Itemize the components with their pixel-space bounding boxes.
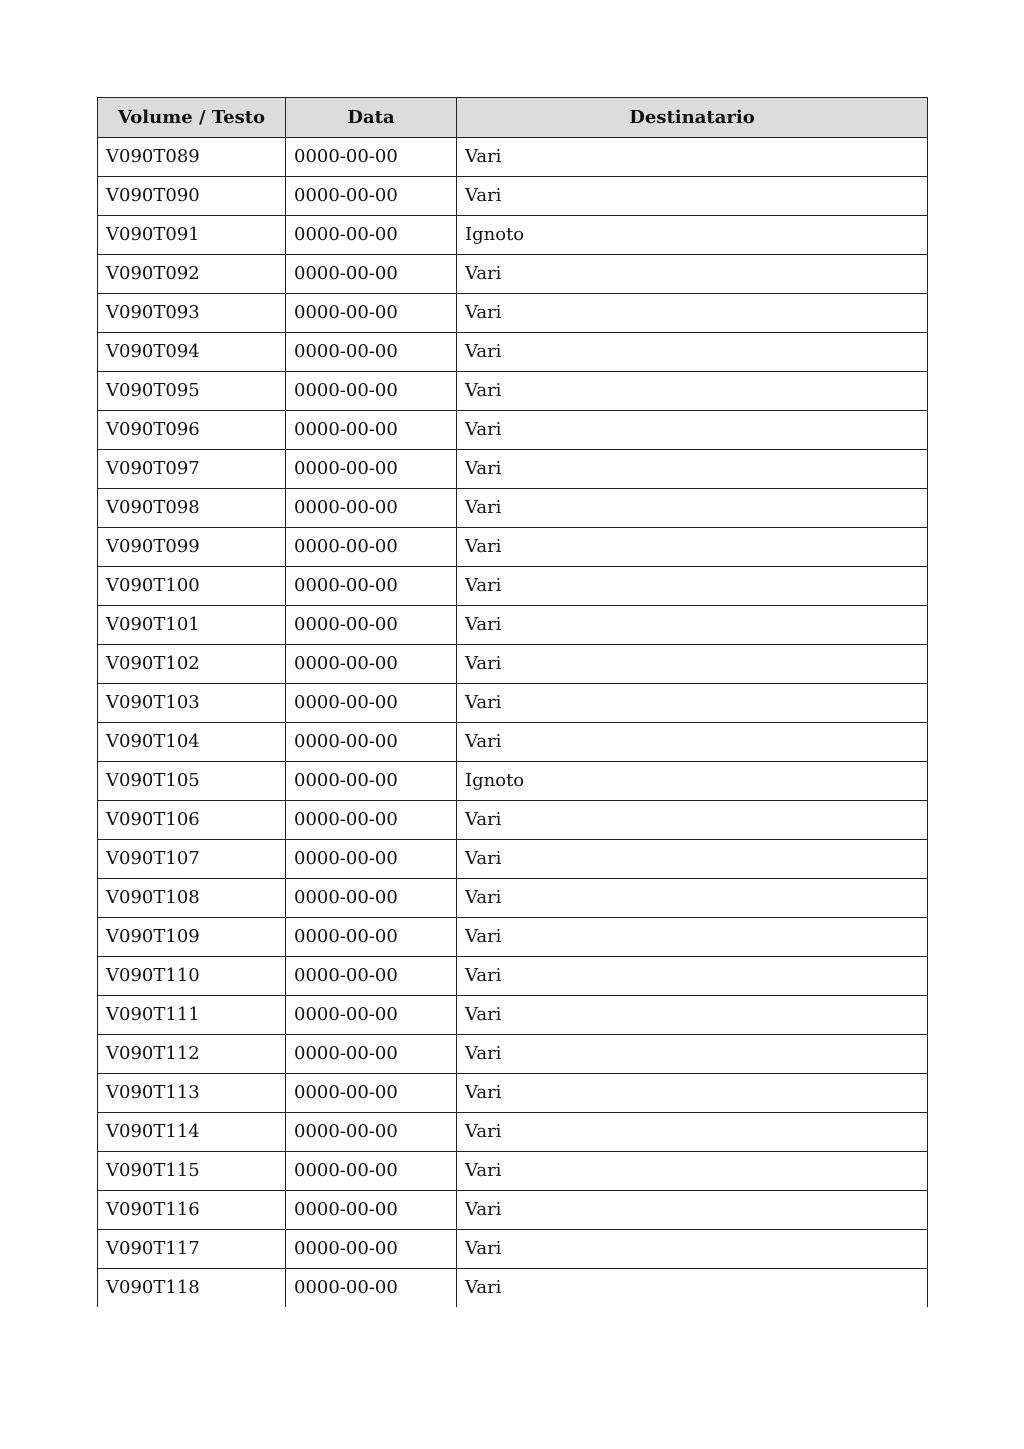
cell-data: 0000-00-00 [286, 1152, 457, 1191]
cell-destinatario: Vari [457, 996, 928, 1035]
cell-destinatario: Ignoto [457, 762, 928, 801]
cell-volume-testo: V090T101 [98, 606, 286, 645]
table-row [98, 411, 928, 450]
cell-volume-testo: V090T115 [98, 1152, 286, 1191]
cell-volume-testo: V090T096 [98, 411, 286, 450]
table-row [98, 1113, 928, 1152]
cell-destinatario: Vari [457, 1230, 928, 1269]
cell-volume-testo: V090T090 [98, 177, 286, 216]
cell-volume-testo: V090T094 [98, 333, 286, 372]
cell-volume-testo: V090T110 [98, 957, 286, 996]
cell-volume-testo: V090T118 [98, 1269, 286, 1308]
cell-data: 0000-00-00 [286, 138, 457, 177]
table-row [98, 177, 928, 216]
table-row [98, 255, 928, 294]
cell-destinatario: Vari [457, 1035, 928, 1074]
cell-data: 0000-00-00 [286, 567, 457, 606]
table-row [98, 528, 928, 567]
table-row [98, 645, 928, 684]
table-body [98, 138, 928, 1308]
cell-data: 0000-00-00 [286, 1191, 457, 1230]
cell-destinatario: Vari [457, 255, 928, 294]
table-row [98, 1230, 928, 1269]
cell-data: 0000-00-00 [286, 255, 457, 294]
cell-destinatario: Vari [457, 333, 928, 372]
cell-destinatario: Vari [457, 528, 928, 567]
table-row [98, 1035, 928, 1074]
cell-destinatario: Vari [457, 723, 928, 762]
table-row [98, 216, 928, 255]
cell-volume-testo: V090T117 [98, 1230, 286, 1269]
cell-data: 0000-00-00 [286, 1074, 457, 1113]
cell-destinatario: Vari [457, 294, 928, 333]
cell-data: 0000-00-00 [286, 528, 457, 567]
cell-destinatario: Vari [457, 606, 928, 645]
table-row [98, 840, 928, 879]
table-row [98, 294, 928, 333]
cell-destinatario: Vari [457, 1113, 928, 1152]
cell-destinatario: Vari [457, 138, 928, 177]
table-row [98, 996, 928, 1035]
cell-data: 0000-00-00 [286, 372, 457, 411]
table-row [98, 684, 928, 723]
cell-volume-testo: V090T111 [98, 996, 286, 1035]
cell-data: 0000-00-00 [286, 294, 457, 333]
cell-volume-testo: V090T109 [98, 918, 286, 957]
cell-volume-testo: V090T102 [98, 645, 286, 684]
cell-data: 0000-00-00 [286, 879, 457, 918]
cell-data: 0000-00-00 [286, 801, 457, 840]
table-row [98, 723, 928, 762]
table-row [98, 1191, 928, 1230]
table-row [98, 489, 928, 528]
table-row [98, 138, 928, 177]
cell-destinatario: Vari [457, 1074, 928, 1113]
table-row [98, 372, 928, 411]
cell-data: 0000-00-00 [286, 333, 457, 372]
table-row [98, 957, 928, 996]
cell-volume-testo: V090T099 [98, 528, 286, 567]
table-row [98, 879, 928, 918]
table-row [98, 567, 928, 606]
table-row [98, 801, 928, 840]
cell-data: 0000-00-00 [286, 489, 457, 528]
cell-destinatario: Vari [457, 645, 928, 684]
table-row [98, 1269, 928, 1308]
cell-data: 0000-00-00 [286, 645, 457, 684]
cell-volume-testo: V090T105 [98, 762, 286, 801]
cell-destinatario: Ignoto [457, 216, 928, 255]
cell-data: 0000-00-00 [286, 918, 457, 957]
cell-volume-testo: V090T114 [98, 1113, 286, 1152]
cell-data: 0000-00-00 [286, 1113, 457, 1152]
cell-volume-testo: V090T092 [98, 255, 286, 294]
cell-destinatario: Vari [457, 957, 928, 996]
cell-volume-testo: V090T103 [98, 684, 286, 723]
cell-volume-testo: V090T093 [98, 294, 286, 333]
cell-data: 0000-00-00 [286, 177, 457, 216]
cell-volume-testo: V090T106 [98, 801, 286, 840]
cell-volume-testo: V090T113 [98, 1074, 286, 1113]
cell-volume-testo: V090T108 [98, 879, 286, 918]
table-row [98, 918, 928, 957]
cell-destinatario: Vari [457, 372, 928, 411]
cell-data: 0000-00-00 [286, 684, 457, 723]
cell-volume-testo: V090T116 [98, 1191, 286, 1230]
cell-destinatario: Vari [457, 879, 928, 918]
table-header [98, 98, 928, 138]
cell-destinatario: Vari [457, 1269, 928, 1308]
cell-destinatario: Vari [457, 840, 928, 879]
header-destinatario: Destinatario [457, 98, 928, 138]
cell-data: 0000-00-00 [286, 216, 457, 255]
records-table [97, 97, 928, 1307]
cell-data: 0000-00-00 [286, 450, 457, 489]
cell-destinatario: Vari [457, 489, 928, 528]
table-row [98, 450, 928, 489]
cell-data: 0000-00-00 [286, 957, 457, 996]
cell-volume-testo: V090T112 [98, 1035, 286, 1074]
cell-volume-testo: V090T097 [98, 450, 286, 489]
cell-destinatario: Vari [457, 567, 928, 606]
cell-volume-testo: V090T091 [98, 216, 286, 255]
cell-destinatario: Vari [457, 1152, 928, 1191]
table-row [98, 333, 928, 372]
cell-volume-testo: V090T100 [98, 567, 286, 606]
cell-destinatario: Vari [457, 684, 928, 723]
table-row [98, 1152, 928, 1191]
cell-destinatario: Vari [457, 918, 928, 957]
cell-destinatario: Vari [457, 1191, 928, 1230]
cell-volume-testo: V090T107 [98, 840, 286, 879]
header-row [98, 98, 928, 138]
cell-data: 0000-00-00 [286, 411, 457, 450]
cell-data: 0000-00-00 [286, 762, 457, 801]
cell-data: 0000-00-00 [286, 723, 457, 762]
cell-volume-testo: V090T098 [98, 489, 286, 528]
cell-data: 0000-00-00 [286, 1269, 457, 1308]
cell-data: 0000-00-00 [286, 996, 457, 1035]
cell-volume-testo: V090T104 [98, 723, 286, 762]
cell-volume-testo: V090T095 [98, 372, 286, 411]
cell-data: 0000-00-00 [286, 606, 457, 645]
cell-destinatario: Vari [457, 177, 928, 216]
header-data: Data [286, 98, 457, 138]
cell-data: 0000-00-00 [286, 840, 457, 879]
table-row [98, 762, 928, 801]
table-row [98, 606, 928, 645]
cell-destinatario: Vari [457, 450, 928, 489]
table-row [98, 1074, 928, 1113]
cell-destinatario: Vari [457, 801, 928, 840]
cell-volume-testo: V090T089 [98, 138, 286, 177]
cell-data: 0000-00-00 [286, 1035, 457, 1074]
cell-destinatario: Vari [457, 411, 928, 450]
cell-data: 0000-00-00 [286, 1230, 457, 1269]
header-volume-testo: Volume / Testo [98, 98, 286, 138]
